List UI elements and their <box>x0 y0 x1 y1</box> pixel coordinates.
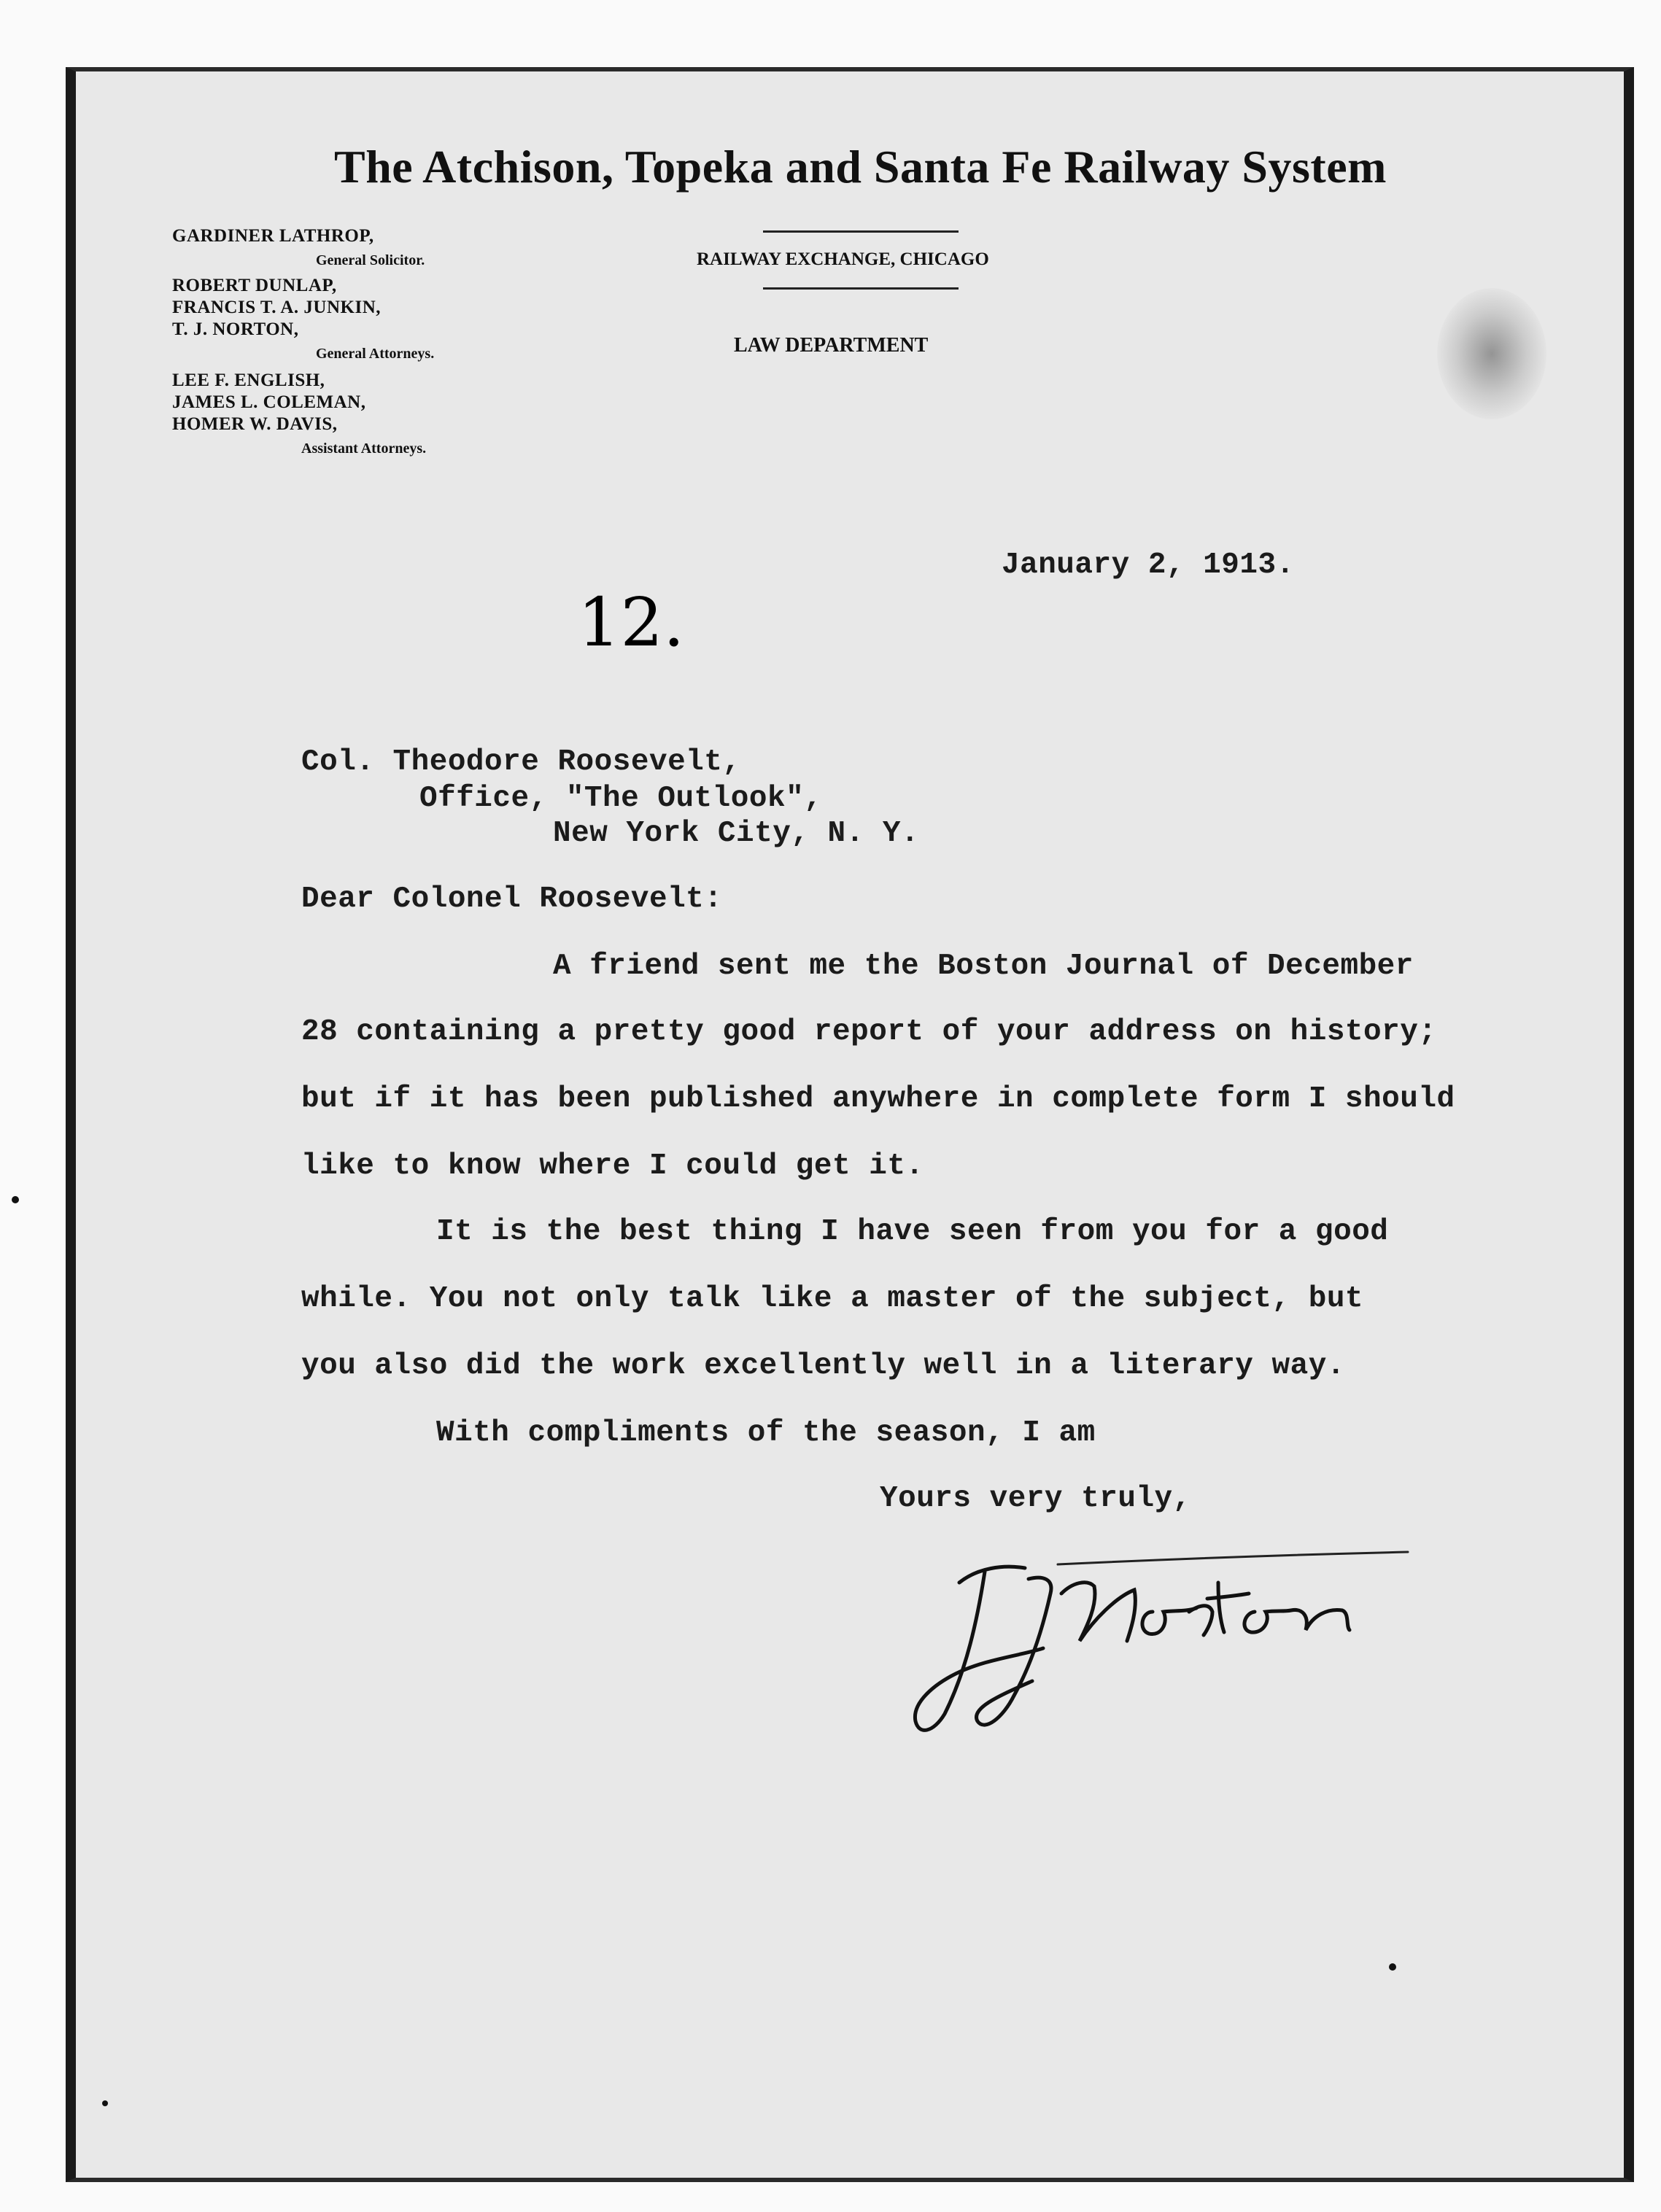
recipient-city: New York City, N. Y. <box>553 817 920 850</box>
assistant-name-2: JAMES L. COLEMAN, <box>172 392 366 412</box>
paragraph-2-line-2: while. You not only talk like a master of the subject, but <box>301 1282 1364 1316</box>
paragraph-1-line-1: A friend sent me the Boston Journal of December <box>553 950 1414 983</box>
salutation: Dear Colonel Roosevelt: <box>301 882 723 916</box>
attorney-name-2: FRANCIS T. A. JUNKIN, <box>172 298 382 317</box>
address-line: RAILWAY EXCHANGE, CHICAGO <box>697 249 989 269</box>
assistant-name-1: LEE F. ENGLISH, <box>172 370 325 390</box>
speck <box>1389 1963 1396 1971</box>
closing: Yours very truly, <box>880 1482 1191 1516</box>
paragraph-2-line-3: you also did the work excellently well in a literary way. <box>301 1349 1345 1383</box>
attorney-name-1: ROBERT DUNLAP, <box>172 276 337 295</box>
header-rule-bottom <box>763 287 959 290</box>
paragraph-3-line-1: With compliments of the season, I am <box>436 1416 1096 1450</box>
solicitor-title: General Solicitor. <box>316 252 425 268</box>
recipient-name: Col. Theodore Roosevelt, <box>301 745 741 779</box>
paragraph-1-line-3: but if it has been published anywhere in complete form I should <box>301 1082 1455 1116</box>
company-name: The Atchison, Topeka and Santa Fe Railway System <box>334 141 1387 193</box>
paragraph-1-line-4: like to know where I could get it. <box>301 1149 924 1183</box>
attorneys-title: General Attorneys. <box>316 346 435 362</box>
paragraph-1-line-2: 28 containing a pretty good report of your address on history; <box>301 1015 1437 1049</box>
solicitor-name: GARDINER LATHROP, <box>172 226 374 246</box>
header-rule-top <box>763 230 959 233</box>
letter-date: January 2, 1913. <box>1002 548 1295 582</box>
recipient-office: Office, "The Outlook", <box>419 782 823 815</box>
speck <box>102 2100 108 2106</box>
handwritten-number: 12. <box>578 583 685 661</box>
assistant-name-3: HOMER W. DAVIS, <box>172 414 338 434</box>
signature <box>875 1539 1430 1758</box>
paragraph-2-line-1: It is the best thing I have seen from you for a good <box>436 1215 1389 1249</box>
assistants-title: Assistant Attorneys. <box>301 441 427 457</box>
speck <box>12 1196 19 1203</box>
ink-smudge <box>1437 288 1546 419</box>
department-line: LAW DEPARTMENT <box>734 334 929 357</box>
attorney-name-3: T. J. NORTON, <box>172 319 299 339</box>
